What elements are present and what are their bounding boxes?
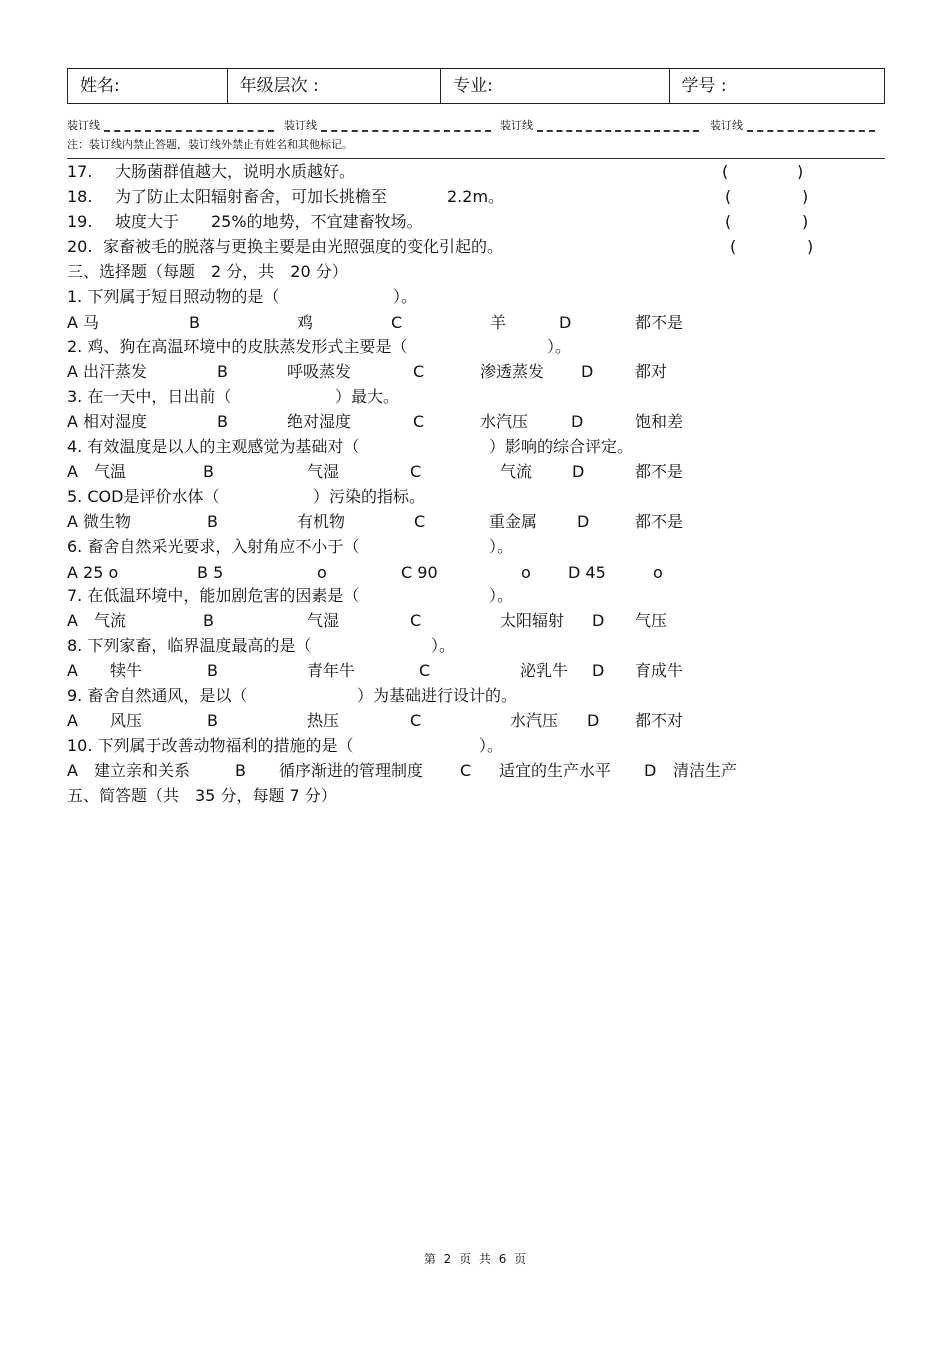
student-id-field[interactable] xyxy=(670,69,884,103)
stem-text: 2. 鸡、狗在高温环境中的皮肤蒸发形式主要是（ xyxy=(67,337,408,356)
answer-close-paren: ) xyxy=(807,237,814,256)
separator-line xyxy=(67,158,885,159)
major-label: 专业: xyxy=(453,76,493,96)
degree-mark: o xyxy=(317,563,327,582)
option-a[interactable]: A 出汗蒸发 xyxy=(67,362,148,381)
binding-segment xyxy=(500,119,699,133)
option-b[interactable]: B xyxy=(217,362,228,381)
student-id-label: 学号 : xyxy=(681,76,727,96)
binding-dashes xyxy=(537,130,699,132)
option-b[interactable]: B xyxy=(207,711,218,730)
stem-text: 5. COD是评价水体（ xyxy=(67,487,220,506)
option-a[interactable]: A 气流 xyxy=(67,611,126,630)
option-c[interactable]: C 90 xyxy=(401,563,438,582)
option-d[interactable]: D 45 xyxy=(568,563,606,582)
option-c[interactable]: C xyxy=(410,462,422,481)
option-d[interactable]: D xyxy=(577,512,590,531)
stem-text: ）。 xyxy=(393,287,418,306)
item-text: 为了防止太阳辐射畜舍，可加长挑檐至 xyxy=(115,187,388,206)
option-c-text: 水汽压 xyxy=(480,412,529,431)
name-field[interactable] xyxy=(68,69,228,103)
binding-dashes xyxy=(321,130,491,132)
option-a[interactable]: A 马 xyxy=(67,313,100,332)
page-number: 第 2 页 共 6 页 xyxy=(423,1252,527,1266)
option-a[interactable]: A 微生物 xyxy=(67,512,132,531)
stem-text: 4. 有效温度是以人的主观感觉为基础对（ xyxy=(67,437,360,456)
stem-text: ）。 xyxy=(547,337,572,356)
name-label: 姓名: xyxy=(80,76,120,96)
degree-mark: o xyxy=(653,563,663,582)
item-number: 20. xyxy=(67,237,93,256)
binding-label: 装订线 xyxy=(67,119,100,132)
stem-text: 9. 畜舍自然通风，是以（ xyxy=(67,686,248,705)
option-d[interactable]: D xyxy=(587,711,600,730)
option-c[interactable]: C xyxy=(391,313,403,332)
answer-open-paren[interactable]: ( xyxy=(725,212,732,231)
option-d-text: 都不是 xyxy=(635,462,684,481)
option-d[interactable]: D xyxy=(592,611,605,630)
item-number: 18. xyxy=(67,187,93,206)
stem-text: 7. 在低温环境中，能加剧危害的因素是（ xyxy=(67,586,360,605)
option-c[interactable]: C xyxy=(419,661,431,680)
option-b-text: 绝对湿度 xyxy=(287,412,352,431)
degree-mark: o xyxy=(521,563,531,582)
option-c-text: 太阳辐射 xyxy=(500,611,565,630)
major-field[interactable] xyxy=(441,69,669,103)
answer-open-paren[interactable]: ( xyxy=(730,237,737,256)
option-b[interactable]: B xyxy=(203,462,214,481)
stem-text: ）。 xyxy=(431,636,456,655)
item-text: 坡度大于 xyxy=(115,212,180,231)
option-b[interactable]: B xyxy=(207,512,218,531)
answer-close-paren: ) xyxy=(802,187,809,206)
binding-segment xyxy=(67,119,274,133)
option-b[interactable]: B xyxy=(203,611,214,630)
option-c[interactable]: C xyxy=(413,412,425,431)
option-d[interactable]: D xyxy=(571,412,584,431)
option-c-text: 水汽压 xyxy=(510,711,559,730)
option-d[interactable]: D xyxy=(592,661,605,680)
option-d[interactable]: D xyxy=(581,362,594,381)
binding-label: 装订线 xyxy=(710,119,743,132)
binding-note: 注：装订线内禁止答题，装订线外禁止有姓名和其他标记。 xyxy=(67,138,353,151)
option-a[interactable]: A 犊牛 xyxy=(67,661,142,680)
option-d-text: 都不是 xyxy=(635,512,684,531)
binding-dashes xyxy=(104,130,274,132)
option-a[interactable]: A 相对湿度 xyxy=(67,412,148,431)
option-d-text: 育成牛 xyxy=(635,661,684,680)
answer-open-paren[interactable]: ( xyxy=(725,187,732,206)
option-d[interactable]: D xyxy=(644,761,657,780)
item-text: 大肠菌群值越大，说明水质越好。 xyxy=(115,162,356,181)
stem-text: ）最大。 xyxy=(335,387,400,406)
option-c-text: 适宜的生产水平 xyxy=(499,761,612,780)
option-d-text: 清洁生产 xyxy=(673,761,738,780)
option-a[interactable]: A 气温 xyxy=(67,462,126,481)
answer-close-paren: ) xyxy=(797,162,804,181)
option-c-text: 重金属 xyxy=(489,512,538,531)
option-b[interactable]: B xyxy=(235,761,246,780)
option-d[interactable]: D xyxy=(572,462,585,481)
option-b-text: 鸡 xyxy=(297,313,314,332)
answer-open-paren[interactable]: ( xyxy=(722,162,729,181)
option-d-text: 都不对 xyxy=(635,711,684,730)
item-text: 家畜被毛的脱落与更换主要是由光照强度的变化引起的。 xyxy=(103,237,504,256)
student-info-table xyxy=(67,68,885,104)
item-number: 19. xyxy=(67,212,93,231)
option-b[interactable]: B 5 xyxy=(197,563,224,582)
option-b-text: 呼吸蒸发 xyxy=(287,362,352,381)
option-b[interactable]: B xyxy=(207,661,218,680)
option-b-text: 气湿 xyxy=(307,611,340,630)
item-text: 2.2m。 xyxy=(447,187,505,206)
option-c[interactable]: C xyxy=(460,761,472,780)
grade-field[interactable] xyxy=(228,69,441,103)
option-d-text: 都对 xyxy=(635,362,668,381)
option-c-text: 渗透蒸发 xyxy=(480,362,545,381)
option-b[interactable]: B xyxy=(189,313,200,332)
stem-text: ）影响的综合评定。 xyxy=(489,437,634,456)
option-c-text: 羊 xyxy=(490,313,507,332)
stem-text: ）污染的指标。 xyxy=(313,487,426,506)
stem-text: ）。 xyxy=(489,537,514,556)
stem-text: ）。 xyxy=(489,586,514,605)
option-d-text: 饱和差 xyxy=(635,412,684,431)
section-title-choice: 三、选择题（每题 2 分，共 20 分） xyxy=(67,262,348,281)
option-c[interactable]: C xyxy=(410,611,422,630)
option-c-text: 气流 xyxy=(500,462,533,481)
option-c[interactable]: C xyxy=(410,711,422,730)
stem-text: ）为基础进行设计的。 xyxy=(357,686,518,705)
stem-text: 3. 在一天中，日出前（ xyxy=(67,387,232,406)
section-title-short-answer: 五、简答题（共 35 分，每题 7 分） xyxy=(67,786,337,805)
grade-label: 年级层次 : xyxy=(239,76,319,96)
stem-text: 8. 下列家畜，临界温度最高的是（ xyxy=(67,636,312,655)
option-b-text: 循序渐进的管理制度 xyxy=(279,761,424,780)
option-b-text: 热压 xyxy=(307,711,340,730)
option-c[interactable]: C xyxy=(414,512,426,531)
stem-text: 10. 下列属于改善动物福利的措施的是（ xyxy=(67,736,354,755)
option-a[interactable]: A 25 o xyxy=(67,563,119,582)
item-text: 25%的地势，不宜建畜牧场。 xyxy=(211,212,423,231)
binding-dashes xyxy=(747,130,875,132)
option-a[interactable]: A 风压 xyxy=(67,711,142,730)
item-number: 17. xyxy=(67,162,93,181)
binding-label: 装订线 xyxy=(500,119,533,132)
stem-text: 1. 下列属于短日照动物的是（ xyxy=(67,287,280,306)
option-b-text: 青年牛 xyxy=(307,661,356,680)
option-d-text: 都不是 xyxy=(635,313,684,332)
option-b[interactable]: B xyxy=(217,412,228,431)
option-d-text: 气压 xyxy=(635,611,668,630)
option-b-text: 有机物 xyxy=(297,512,346,531)
option-a[interactable]: A 建立亲和关系 xyxy=(67,761,190,780)
binding-label: 装订线 xyxy=(284,119,317,132)
binding-segment xyxy=(710,119,875,133)
binding-line xyxy=(67,119,885,135)
option-b-text: 气湿 xyxy=(307,462,340,481)
answer-close-paren: ) xyxy=(802,212,809,231)
binding-segment xyxy=(284,119,491,133)
option-c-text: 泌乳牛 xyxy=(520,661,569,680)
option-d[interactable]: D xyxy=(559,313,572,332)
stem-text: 6. 畜舍自然采光要求，入射角应不小于（ xyxy=(67,537,360,556)
stem-text: ）。 xyxy=(479,736,504,755)
option-c[interactable]: C xyxy=(413,362,425,381)
